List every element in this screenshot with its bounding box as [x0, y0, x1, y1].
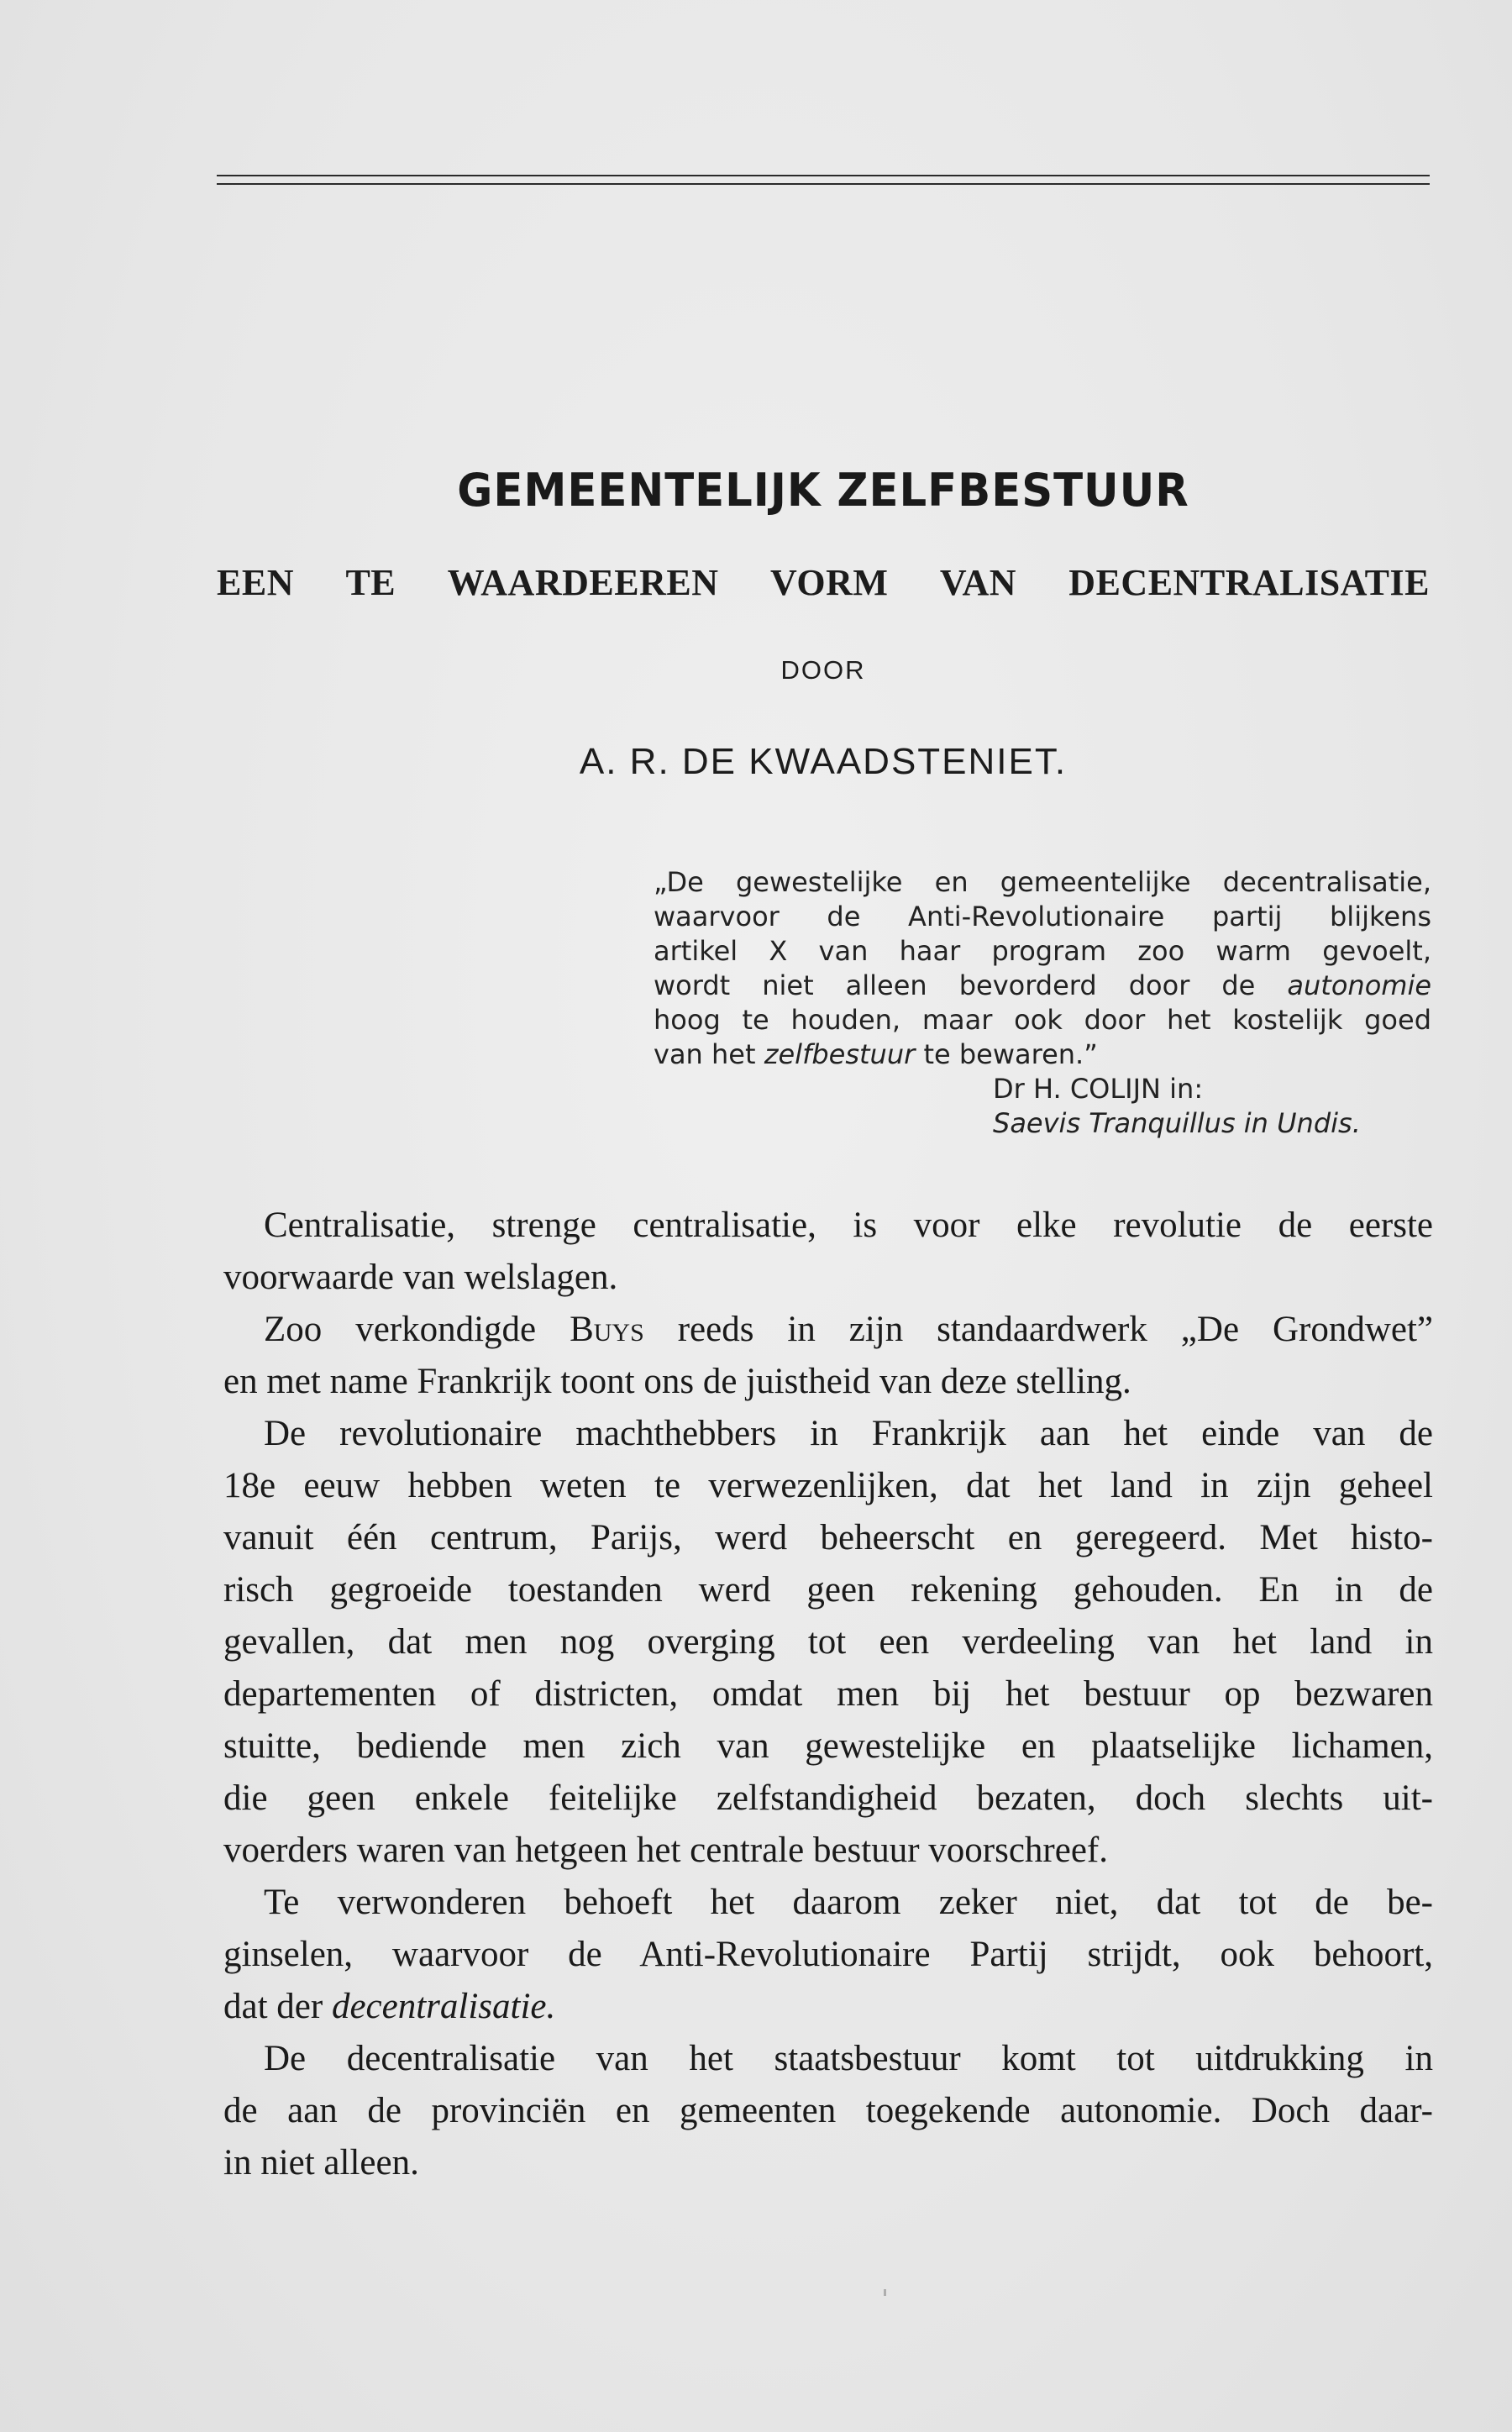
byline-label: DOOR — [780, 655, 866, 685]
epigraph-line: waarvoor de Anti-Revolutionaire partij blijkens — [654, 901, 1431, 932]
article-title: GEMEENTELIJK ZELFBESTUUR — [457, 464, 1189, 517]
epigraph-text: van het — [654, 1038, 756, 1070]
author-name: A. R. DE KWAADSTENIET. — [579, 741, 1068, 782]
body-line: De decentralisatie van het staatsbestuur komt tot uitdrukking in — [264, 2039, 1433, 2078]
header-rule-top — [217, 175, 1430, 176]
body-line: voerders waren van hetgeen het centrale bestuur voorschreef. — [223, 1831, 1108, 1870]
epigraph-emphasis-autonomie: autonomie — [1287, 969, 1432, 1001]
body-line: gevallen, dat men nog overging tot een verdeeling van het land in — [223, 1622, 1433, 1662]
epigraph-emphasis-zelfbestuur: zelfbestuur — [764, 1038, 916, 1070]
epigraph-line: „De gewestelijke en gemeentelijke decentralisatie, — [654, 866, 1431, 898]
article-subtitle: EEN TE WAARDEEREN VORM VAN DECENTRALISATIE — [217, 562, 1430, 603]
epigraph-line: hoog te houden, maar ook door het kostelijk goed — [654, 1004, 1431, 1036]
emphasis-decentralisatie: decentralisatie. — [331, 1987, 556, 2026]
body-line: voorwaarde van welslagen. — [223, 1258, 618, 1297]
body-line: die geen enkele feitelijke zelfstandigheid bezaten, doch slechts uit- — [223, 1778, 1433, 1818]
article-body — [223, 1200, 1433, 2189]
body-line: 18e eeuw hebben weten te verwezenlijken, dat het land in zijn geheel — [223, 1466, 1433, 1505]
header-rule-bottom — [217, 183, 1430, 185]
epigraph-quote — [654, 865, 1431, 1141]
body-line: en met name Frankrijk toont ons de juistheid van deze stelling. — [223, 1362, 1131, 1401]
body-line: Centralisatie, strenge centralisatie, is voor elke revolutie de eerste — [264, 1205, 1433, 1245]
body-line: ginselen, waarvoor de Anti-Revolutionaire Partij strijdt, ook behoort, — [223, 1935, 1433, 1974]
body-line: de aan de provinciën en gemeenten toegekende autonomie. Doch daar- — [223, 2091, 1433, 2130]
epigraph-line — [654, 969, 1431, 1003]
body-line: De revolutionaire machthebbers in Frankrijk aan het einde van de — [264, 1414, 1433, 1453]
body-text: reeds in zijn standaardwerk „De Grondwet” — [677, 1310, 1434, 1349]
epigraph-text: wordt niet alleen bevorderd door de — [654, 969, 1256, 1001]
author-reference-buys: Buys — [570, 1310, 644, 1349]
body-line: in niet alleen. — [223, 2143, 419, 2182]
body-line: vanuit één centrum, Parijs, werd beheerscht en geregeerd. Met histo- — [223, 1518, 1433, 1557]
epigraph-attribution-work: Saevis Tranquillus in Undis. — [993, 1107, 1361, 1139]
scan-speck — [884, 2289, 886, 2296]
epigraph-line: artikel X van haar program zoo warm gevoelt, — [654, 935, 1431, 967]
body-line — [223, 1981, 1433, 2033]
body-text: dat der — [223, 1987, 323, 2026]
epigraph-attribution-author: Dr H. COLIJN in: — [993, 1073, 1204, 1105]
epigraph-line — [654, 1037, 1431, 1072]
body-line: risch gegroeide toestanden werd geen rekening gehouden. En in de — [223, 1570, 1433, 1610]
body-line: Te verwonderen behoeft het daarom zeker niet, dat tot de be- — [264, 1883, 1433, 1922]
body-text: Zoo verkondigde — [264, 1310, 537, 1349]
body-line: stuitte, bediende men zich van gewestelijke en plaatselijke lichamen, — [223, 1726, 1433, 1766]
epigraph-text: te bewaren.” — [923, 1038, 1098, 1070]
body-line — [223, 1304, 1433, 1356]
body-line: departementen of districten, omdat men bij het bestuur op bezwaren — [223, 1674, 1433, 1714]
